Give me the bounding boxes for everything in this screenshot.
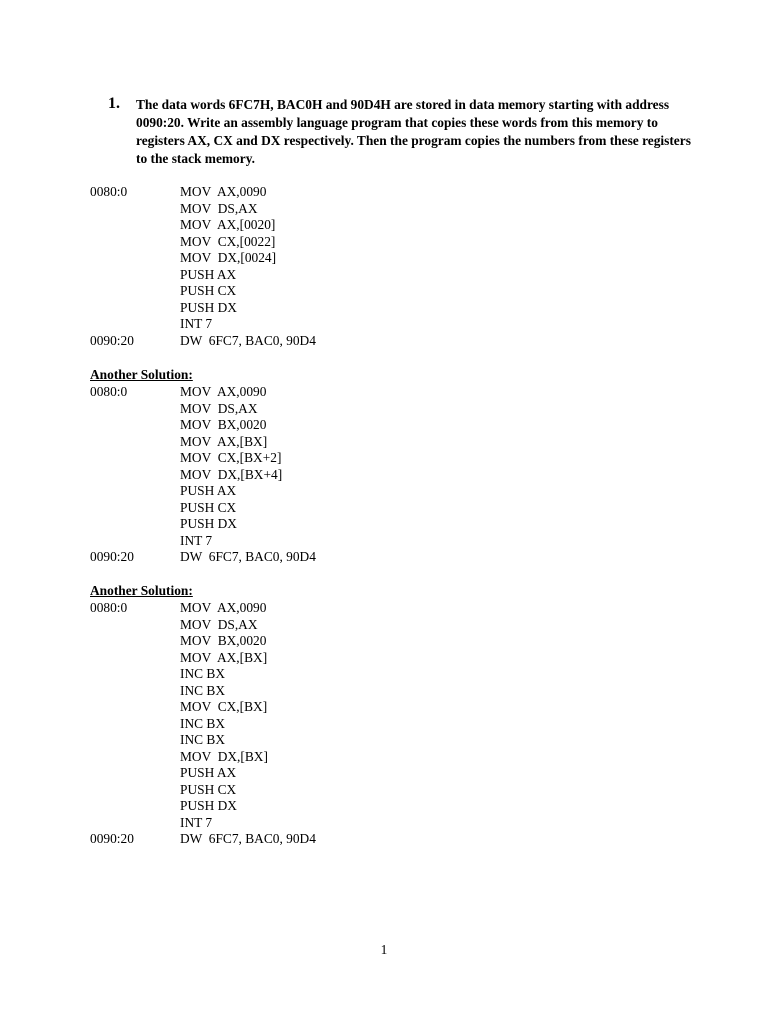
code-instruction: MOV CX,[BX+2] [180, 450, 282, 465]
question-text: The data words 6FC7H, BAC0H and 90D4H are stored in data memory starting with address 0090:20. Write an assembly language program that copies these words from this memory to registers AX, CX and DX respectively. Then the program copies the numbers from these registers to the stack memory. [136, 97, 691, 166]
page-number: 1 [380, 942, 388, 957]
code-instruction: MOV AX,[BX] [180, 649, 268, 665]
code-line [90, 749, 590, 766]
solution-3-listing [90, 600, 590, 848]
code-instruction: MOV AX,0090 [180, 384, 267, 399]
code-line [90, 533, 590, 550]
code-instruction: PUSH AX [180, 483, 237, 498]
code-line [90, 267, 590, 284]
code-address-label: 0090:20 [90, 549, 134, 564]
code-instruction: MOV BX,0020 [180, 417, 267, 432]
code-line [90, 450, 590, 467]
code-address-label: 0080:0 [90, 600, 128, 615]
code-instruction: INC BX [180, 682, 226, 698]
code-line [90, 650, 590, 667]
code-instruction: PUSH DX [180, 299, 237, 315]
code-instruction: PUSH CX [180, 781, 237, 797]
code-line [90, 201, 590, 218]
code-instruction: MOV DX,[BX] [180, 748, 268, 764]
code-instruction: INC BX [180, 666, 226, 681]
code-line [90, 333, 590, 350]
code-line [90, 716, 590, 733]
code-instruction: MOV CX,[BX] [180, 699, 268, 714]
code-line [90, 699, 590, 716]
code-instruction: INC BX [180, 715, 226, 731]
code-line [90, 184, 590, 201]
code-instruction: MOV AX,[BX] [180, 433, 268, 449]
code-line [90, 633, 590, 650]
code-line [90, 316, 590, 333]
code-line [90, 798, 590, 815]
code-instruction: PUSH AX [180, 266, 237, 282]
code-address-label: 0090:20 [90, 332, 134, 348]
code-line [90, 831, 590, 848]
code-line [90, 782, 590, 799]
solution-2-listing [90, 384, 590, 566]
code-line [90, 732, 590, 749]
code-line [90, 683, 590, 700]
code-instruction: MOV DS,AX [180, 616, 258, 632]
code-line [90, 666, 590, 683]
code-instruction: PUSH DX [180, 798, 237, 813]
code-line [90, 765, 590, 782]
code-instruction: MOV DX,[0024] [180, 250, 277, 265]
code-address-label: 0090:20 [90, 831, 134, 846]
code-instruction: MOV CX,[0022] [180, 233, 276, 249]
code-instruction: DW 6FC7, BAC0, 90D4 [180, 332, 316, 348]
code-line [90, 549, 590, 566]
code-address-label: 0080:0 [90, 184, 128, 199]
solution-2-heading: Another Solution: [90, 367, 193, 382]
code-line [90, 300, 590, 317]
code-line [90, 234, 590, 251]
code-instruction: MOV AX,0090 [180, 600, 267, 615]
solution-3-heading: Another Solution: [90, 583, 193, 598]
code-address-label: 0080:0 [90, 384, 128, 399]
code-instruction: MOV DS,AX [180, 200, 258, 216]
code-instruction: PUSH AX [180, 765, 237, 780]
code-instruction: PUSH CX [180, 283, 237, 298]
code-instruction: INT 7 [180, 316, 213, 331]
code-instruction: INT 7 [180, 814, 213, 830]
code-line [90, 516, 590, 533]
code-instruction: DW 6FC7, BAC0, 90D4 [180, 549, 316, 564]
code-instruction: MOV DX,[BX+4] [180, 466, 283, 482]
code-instruction: DW 6FC7, BAC0, 90D4 [180, 831, 316, 846]
code-line [90, 217, 590, 234]
code-instruction: INC BX [180, 732, 226, 747]
question-number: 1. [108, 95, 120, 112]
code-line [90, 815, 590, 832]
code-instruction: MOV BX,0020 [180, 633, 267, 648]
code-instruction: INT 7 [180, 532, 213, 548]
solution-1-listing [90, 184, 590, 349]
code-line [90, 483, 590, 500]
code-line [90, 617, 590, 634]
code-line [90, 384, 590, 401]
code-line [90, 401, 590, 418]
code-line [90, 500, 590, 517]
code-line [90, 283, 590, 300]
code-line [90, 434, 590, 451]
code-line [90, 467, 590, 484]
code-instruction: MOV AX,0090 [180, 184, 267, 199]
code-line [90, 250, 590, 267]
code-instruction: PUSH DX [180, 516, 237, 531]
code-instruction: MOV AX,[0020] [180, 217, 276, 232]
code-instruction: PUSH CX [180, 499, 237, 515]
code-line [90, 417, 590, 434]
code-line [90, 600, 590, 617]
code-instruction: MOV DS,AX [180, 400, 258, 416]
